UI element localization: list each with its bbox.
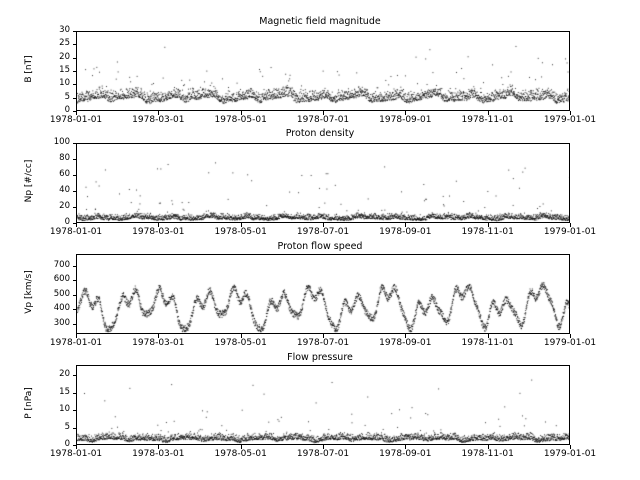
- axis-tick: [73, 410, 77, 411]
- x-tick-label: 1978-01-01: [49, 338, 103, 348]
- panel-3-ylabel: Vp [km/s]: [24, 270, 34, 314]
- y-tick-label: 10: [59, 78, 70, 89]
- y-tick-label: 0: [64, 439, 70, 449]
- y-tick-label: 10: [59, 404, 70, 415]
- y-tick-label: 100: [53, 137, 70, 147]
- x-tick-label: 1978-09-01: [379, 115, 432, 125]
- y-tick-label: 5: [64, 91, 70, 102]
- axis-tick: [73, 175, 77, 176]
- panel-4-axes: [76, 365, 570, 445]
- axis-tick: [323, 334, 324, 338]
- x-tick-label: 1978-03-01: [132, 115, 185, 125]
- x-tick-label: 1979-01-01: [543, 115, 597, 125]
- y-tick-label: 5: [64, 421, 70, 432]
- x-tick-label: 1978-03-01: [132, 449, 185, 459]
- panel-3-axes: [76, 254, 570, 334]
- axis-tick: [73, 159, 77, 160]
- axis-tick: [73, 191, 77, 192]
- y-tick-label: 15: [59, 65, 70, 75]
- panel-2-data: [77, 144, 570, 223]
- axis-tick: [158, 223, 159, 227]
- panel-4-data: [77, 366, 570, 445]
- axis-tick: [76, 334, 77, 338]
- y-tick-label: 400: [53, 303, 70, 314]
- x-tick-label: 1978-07-01: [296, 115, 350, 125]
- axis-tick: [323, 223, 324, 227]
- x-tick-label: 1978-07-01: [296, 227, 350, 237]
- axis-tick: [76, 111, 77, 115]
- axis-tick: [76, 223, 77, 227]
- axis-tick: [570, 223, 571, 227]
- axis-tick: [73, 393, 77, 394]
- axis-tick: [570, 334, 571, 338]
- x-tick-label: 1978-05-01: [214, 449, 267, 459]
- panel-3-title: Proton flow speed: [277, 241, 363, 252]
- axis-tick: [488, 445, 489, 449]
- axis-tick: [241, 334, 242, 338]
- x-tick-label: 1978-03-01: [132, 227, 185, 237]
- panel-flow-pressure: [0, 352, 640, 480]
- axis-tick: [73, 375, 77, 376]
- x-tick-label: 1979-01-01: [543, 449, 597, 459]
- x-tick-label: 1978-01-01: [49, 115, 103, 125]
- panel-magnetic-field-magnitude: [0, 0, 640, 120]
- panel-proton-density: [0, 120, 640, 240]
- axis-tick: [488, 223, 489, 227]
- axis-tick: [241, 445, 242, 449]
- x-tick-label: 1978-11-01: [461, 227, 514, 237]
- axis-tick: [405, 111, 406, 115]
- x-tick-label: 1978-11-01: [461, 338, 514, 348]
- axis-tick: [241, 223, 242, 227]
- panel-1-title: Magnetic field magnitude: [259, 16, 381, 27]
- panel-4-title: Flow pressure: [287, 352, 353, 363]
- axis-tick: [488, 111, 489, 115]
- y-tick-label: 15: [59, 386, 70, 397]
- y-tick-label: 300: [53, 317, 70, 328]
- axis-tick: [73, 309, 77, 310]
- y-tick-label: 25: [59, 38, 70, 49]
- axis-tick: [488, 334, 489, 338]
- panel-2-ylabel: Np [#/cc]: [24, 159, 34, 203]
- x-tick-label: 1978-09-01: [379, 227, 432, 237]
- panel-1-data: [77, 32, 570, 111]
- x-tick-label: 1979-01-01: [543, 227, 597, 237]
- x-tick-label: 1978-11-01: [461, 449, 514, 459]
- axis-tick: [73, 143, 77, 144]
- y-tick-label: 0: [64, 105, 70, 115]
- x-tick-label: 1978-07-01: [296, 338, 350, 348]
- axis-tick: [73, 280, 77, 281]
- axis-tick: [405, 223, 406, 227]
- y-tick-label: 80: [59, 153, 70, 163]
- y-tick-label: 60: [59, 169, 70, 179]
- x-tick-label: 1978-11-01: [461, 115, 514, 125]
- axis-tick: [73, 324, 77, 325]
- axis-tick: [73, 71, 77, 72]
- axis-tick: [323, 445, 324, 449]
- y-tick-label: 700: [53, 259, 70, 270]
- x-tick-label: 1978-01-01: [49, 227, 103, 237]
- axis-tick: [323, 111, 324, 115]
- y-tick-label: 40: [59, 185, 70, 195]
- y-tick-label: 0: [64, 217, 70, 227]
- axis-tick: [570, 111, 571, 115]
- axis-tick: [570, 445, 571, 449]
- y-tick-label: 20: [59, 51, 70, 62]
- x-tick-label: 1978-09-01: [379, 338, 432, 348]
- panel-3-data: [77, 255, 570, 334]
- x-tick-label: 1979-01-01: [543, 338, 597, 348]
- x-tick-label: 1978-03-01: [132, 338, 185, 348]
- axis-tick: [73, 295, 77, 296]
- y-tick-label: 500: [53, 288, 70, 299]
- axis-tick: [158, 111, 159, 115]
- x-tick-label: 1978-05-01: [214, 227, 267, 237]
- axis-tick: [241, 111, 242, 115]
- panel-4-ylabel: P [nPa]: [24, 387, 34, 419]
- y-tick-label: 30: [59, 25, 70, 35]
- axis-tick: [405, 445, 406, 449]
- axis-tick: [73, 266, 77, 267]
- axis-tick: [158, 445, 159, 449]
- axis-tick: [73, 44, 77, 45]
- axis-tick: [73, 207, 77, 208]
- y-tick-label: 600: [53, 274, 70, 285]
- y-tick-label: 20: [59, 369, 70, 380]
- axis-tick: [73, 58, 77, 59]
- axis-tick: [73, 98, 77, 99]
- axis-tick: [405, 334, 406, 338]
- axis-tick: [73, 31, 77, 32]
- panel-2-title: Proton density: [285, 128, 355, 139]
- axis-tick: [73, 428, 77, 429]
- y-tick-label: 20: [59, 201, 70, 211]
- x-tick-label: 1978-07-01: [296, 449, 350, 459]
- x-tick-label: 1978-01-01: [49, 449, 103, 459]
- panel-1-ylabel: B [nT]: [24, 55, 34, 83]
- axis-tick: [76, 445, 77, 449]
- panel-2-axes: [76, 143, 570, 223]
- axis-tick: [158, 334, 159, 338]
- x-tick-label: 1978-09-01: [379, 449, 432, 459]
- x-tick-label: 1978-05-01: [214, 115, 267, 125]
- axis-tick: [73, 84, 77, 85]
- x-tick-label: 1978-05-01: [214, 338, 267, 348]
- panel-1-axes: [76, 31, 570, 111]
